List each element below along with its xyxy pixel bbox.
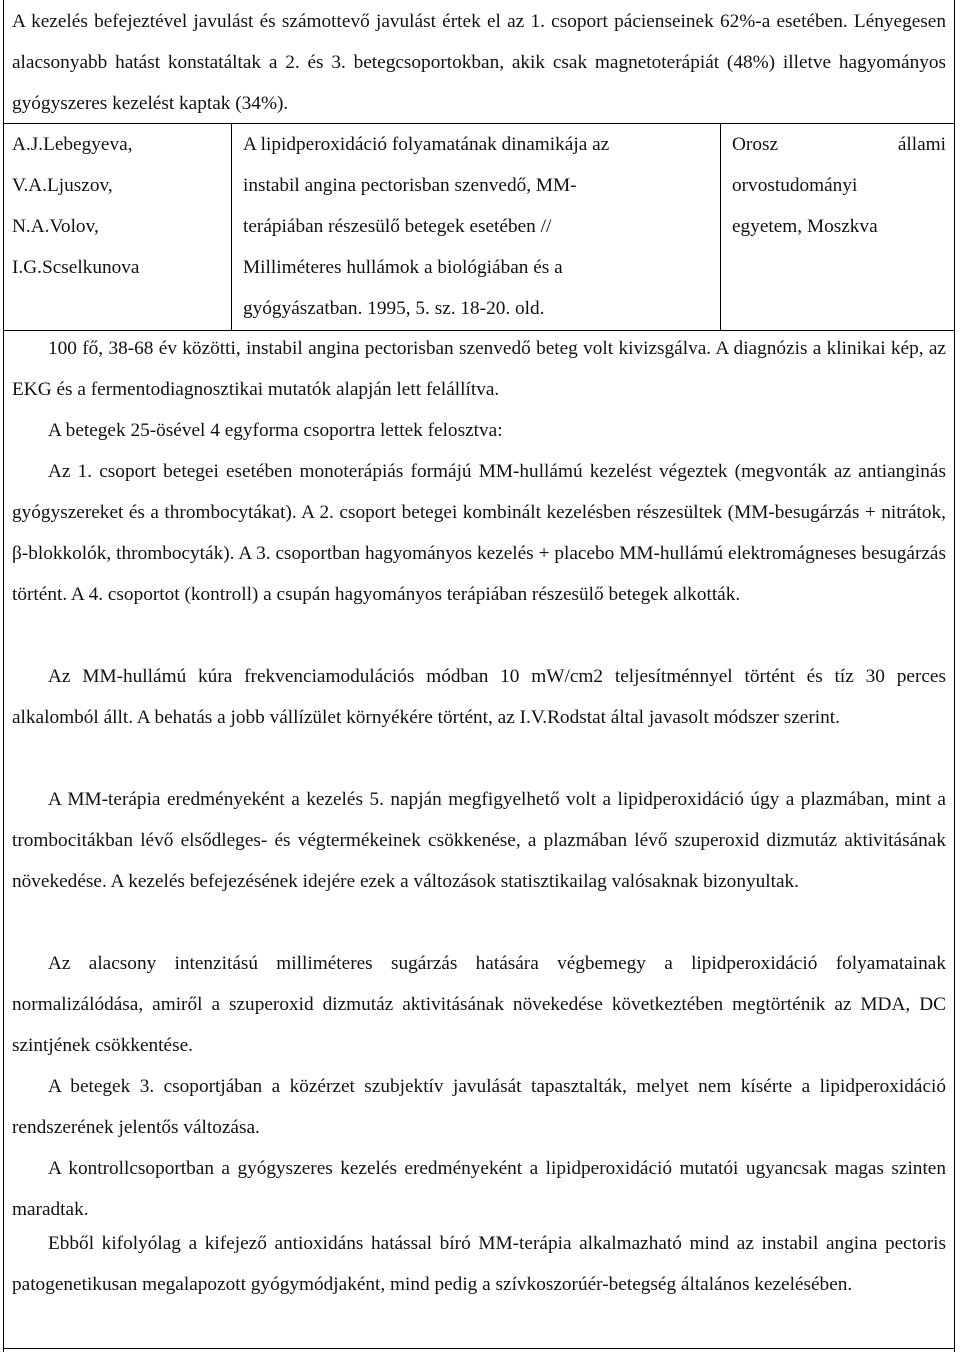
- frame-right-border: [954, 0, 955, 1352]
- title-line: Milliméteres hullámok a biológiában és a: [243, 257, 563, 278]
- intro-paragraph: A kezelés befejeztével javulást és számottevő javulást értek el az 1. csoport pácienseinek 62%-a esetében. Lényegesen alacsonyabb hatást konstatáltak a 2. és 3. betegcsoportokban, akik csak magnetoterápiát (48%) illetve hagyományos gyógyszeres kezelést kaptak (34%).: [12, 11, 946, 114]
- body-paragraph: Az alacsony intenzitású milliméteres sugárzás hatására végbemegy a lipidperoxidáció folyamatainak normalizálódása, amiről a szuperoxid dizmutáz aktivitásának növekedése következtében megtörténik az MDA, DC szintjének csökkentése.: [12, 953, 946, 1056]
- body-paragraph: Ebből kifolyólag a kifejező antioxidáns hatással bíró MM-terápia alkalmazható mind az instabil angina pectoris patogenetikusan megalapozott gyógymódjaként, mind pedig a szívkoszorúér-betegség általános kezelésében.: [12, 1233, 946, 1295]
- record-title: [243, 124, 715, 329]
- institution-line: egyetem, Moszkva: [732, 216, 878, 237]
- body-paragraph: Az 1. csoport betegei esetében monoterápiás formájú MM-hullámú kezelést végeztek (megvonták az antianginás gyógyszereket és a thrombocytákat). A 2. csoport betegei kombinált kezelésben részesültek (MM-besugárzás + nitrátok, β-blokkolók, thrombocyták). A 3. csoportban hagyományos kezelés + placebo MM-hullámú elektromágneses besugárzás történt. A 4. csoportot (kontroll) a csupán hagyományos terápiában részesülő betegek alkották.: [12, 461, 946, 605]
- record-divider-2: [720, 123, 721, 331]
- record-divider-1: [231, 123, 232, 331]
- institution-word: Orosz: [732, 134, 779, 155]
- author-name: A.J.Lebegyeva,: [12, 134, 133, 155]
- institution-line: orvostudományi: [732, 175, 858, 196]
- record-authors: [12, 124, 224, 288]
- body-paragraph: A MM-terápia eredményeként a kezelés 5. napján megfigyelhető volt a lipidperoxidáció úgy a plazmában, mint a trombocitákban lévő elsődleges- és végtermékeinek csökkenése, a plazmában lévő szuperoxid dizmutáz aktivitásának növekedése. A kezelés befejezésének idejére ezek a változások statisztikailag valósaknak bizonyultak.: [12, 789, 946, 892]
- body-paragraph: Az MM-hullámú kúra frekvenciamodulációs módban 10 mW/cm2 teljesítménnyel történt és tíz 30 perces alkalomból állt. A behatás a jobb vállízület környékére történt, az I.V.Rodstat által javasolt módszer szerint.: [12, 666, 946, 728]
- body-paragraph: A kontrollcsoportban a gyógyszeres kezelés eredményeként a lipidperoxidáció mutatói ugyancsak magas szinten maradtak.: [12, 1158, 946, 1220]
- institution-word: állami: [897, 134, 946, 155]
- title-line: terápiában részesülő betegek esetében //: [243, 216, 552, 237]
- author-name: I.G.Scselkunova: [12, 257, 140, 278]
- author-name: V.A.Ljuszov,: [12, 175, 113, 196]
- body-paragraph: 100 fő, 38-68 év közötti, instabil angina pectorisban szenvedő beteg volt kivizsgálva. A diagnózis a klinikai kép, az EKG és a fermentodiagnosztikai mutatók alapján lett felállítva.: [12, 338, 946, 400]
- title-line: gyógyászatban. 1995, 5. sz. 18-20. old.: [243, 298, 545, 319]
- record-institution: [732, 124, 946, 247]
- author-name: N.A.Volov,: [12, 216, 99, 237]
- body-paragraph: A betegek 25-ösével 4 egyforma csoportra lettek felosztva:: [48, 420, 503, 441]
- body-paragraph: A betegek 3. csoportjában a közérzet szubjektív javulását tapasztalták, melyet nem kísérte a lipidperoxidáció rendszerének jelentős változása.: [12, 1076, 946, 1138]
- title-line: instabil angina pectorisban szenvedő, MM-: [243, 175, 577, 196]
- frame-bottom-border: [3, 1348, 955, 1349]
- frame-left-border: [3, 0, 4, 1352]
- title-line: A lipidperoxidáció folyamatának dinamikája az: [243, 134, 610, 155]
- institution-line: [732, 124, 946, 165]
